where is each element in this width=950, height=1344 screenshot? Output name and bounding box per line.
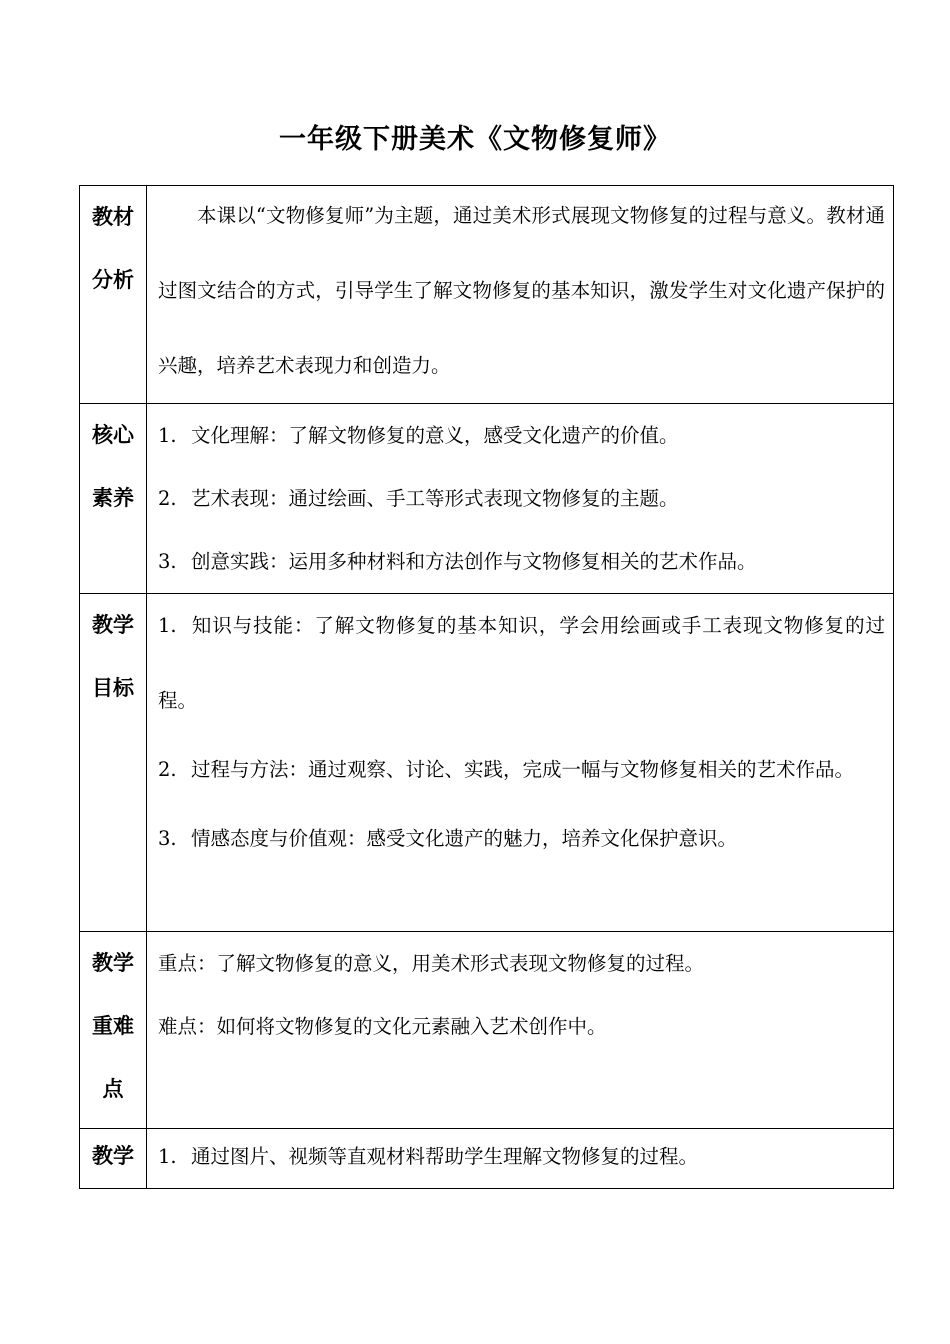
method-item-1	[158, 1129, 885, 1184]
goals-item-1-text: 知识与技能：了解文物修复的基本知识，学会用绘画或手工表现文物修复的过程。	[158, 614, 885, 712]
goals-item-1	[158, 588, 885, 738]
content-keypoints	[147, 932, 894, 1129]
label-method	[80, 1129, 147, 1189]
literacy-item-1-text: 文化理解：了解文物修复的意义，感受文化遗产的价值。	[191, 424, 679, 447]
literacy-item-1	[158, 404, 885, 467]
keypoint-key: 重点：了解文物修复的意义，用美术形式表现文物修复的过程。	[158, 952, 705, 975]
label-literacy	[80, 404, 147, 594]
label-method-line1: 教学	[92, 1144, 134, 1168]
row-analysis	[80, 186, 894, 404]
goals-item-2-num: 2.	[158, 758, 177, 781]
goals-item-3	[158, 801, 885, 876]
literacy-item-3-num: 3.	[158, 550, 177, 573]
goals-item-3-text: 情感态度与价值观：感受文化遗产的魅力，培养文化保护意识。	[191, 827, 738, 850]
content-literacy	[147, 404, 894, 594]
row-method	[80, 1129, 894, 1189]
label-keypoints-line2: 重难	[92, 1014, 134, 1038]
label-goals-line2: 目标	[92, 676, 134, 700]
label-keypoints-line1: 教学	[92, 951, 134, 975]
label-analysis-line2: 分析	[92, 268, 134, 292]
literacy-item-2	[158, 467, 885, 530]
method-item-1-num: 1.	[158, 1145, 177, 1168]
row-goals	[80, 594, 894, 932]
row-keypoints	[80, 932, 894, 1129]
label-keypoints-line3: 点	[102, 1077, 124, 1101]
label-literacy-line1: 核心	[92, 423, 134, 447]
goals-item-3-num: 3.	[158, 827, 177, 850]
method-item-1-text: 通过图片、视频等直观材料帮助学生理解文物修复的过程。	[191, 1145, 699, 1168]
literacy-item-2-text: 艺术表现：通过绘画、手工等形式表现文物修复的主题。	[191, 487, 679, 510]
label-goals	[80, 594, 147, 932]
label-analysis	[80, 186, 147, 404]
literacy-item-1-num: 1.	[158, 424, 177, 447]
label-literacy-line2: 素养	[92, 486, 134, 510]
content-goals	[147, 594, 894, 932]
literacy-item-3-text: 创意实践：运用多种材料和方法创作与文物修复相关的艺术作品。	[191, 550, 757, 573]
content-method	[147, 1129, 894, 1189]
literacy-item-2-num: 2.	[158, 487, 177, 510]
goals-item-1-num: 1.	[158, 614, 177, 637]
goals-item-2	[158, 732, 885, 807]
literacy-item-3	[158, 530, 885, 593]
label-analysis-line1: 教材	[92, 205, 134, 229]
row-literacy	[80, 404, 894, 594]
label-keypoints	[80, 932, 147, 1129]
content-analysis	[147, 186, 894, 404]
lesson-plan-table	[79, 185, 894, 1189]
keypoint-difficult: 难点：如何将文物修复的文化元素融入艺术创作中。	[158, 1015, 607, 1038]
page-title: 一年级下册美术《文物修复师》	[279, 124, 671, 155]
goals-item-2-text: 过程与方法：通过观察、讨论、实践，完成一幅与文物修复相关的艺术作品。	[191, 758, 855, 781]
label-goals-line1: 教学	[92, 613, 134, 637]
analysis-text: 本课以“文物修复师”为主题，通过美术形式展现文物修复的过程与意义。教材通过图文结合的方式，引导学生了解文物修复的基本知识，激发学生对文化遗产保护的兴趣，培养艺术表现力和创造力。	[158, 204, 885, 377]
